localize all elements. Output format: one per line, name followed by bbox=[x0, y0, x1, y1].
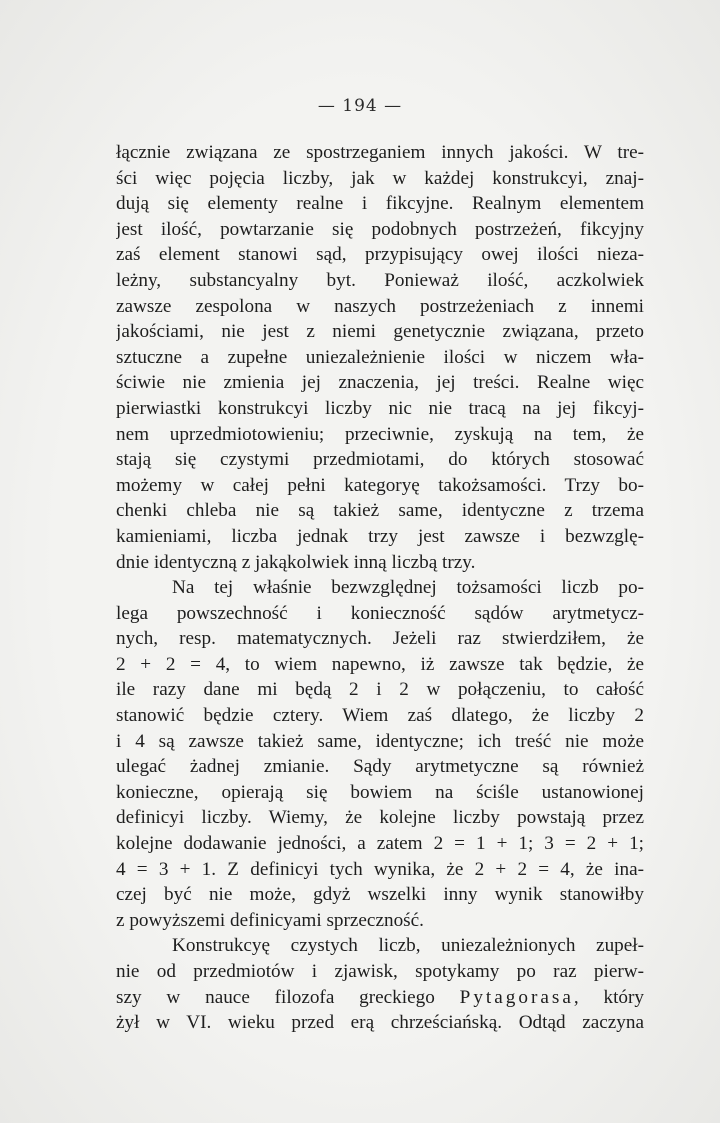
text-line: możemy w całej pełni kategoryę takożsamości. Trzy bo- bbox=[116, 474, 644, 496]
text-line: łącznie związana ze spostrzeganiem innych jakości. W tre- bbox=[116, 142, 644, 163]
text-line: Konstrukcyę czystych liczb, uniezależnionych zupeł- bbox=[172, 935, 644, 957]
text-fragment: , który bbox=[573, 986, 644, 1008]
text-line: jest ilość, powtarzanie się podobnych postrzeżeń, fikcyjny bbox=[116, 218, 644, 240]
text-line: z powyższemi definicyami sprzeczność. bbox=[116, 909, 424, 931]
text-line: ściwie nie zmienia jej znaczenia, jej treści. Realne więc bbox=[116, 372, 644, 394]
text-line: nie od przedmiotów i zjawisk, spotykamy po raz pierw- bbox=[116, 961, 644, 982]
text-line: kolejne dodawanie jedności, a zatem 2 = 1 + 1; 3 = 2 + 1; bbox=[116, 833, 644, 855]
text-line: nych, resp. matematycznych. Jeżeli raz stwierdziłem, że bbox=[116, 628, 644, 650]
text-line: żył w VI. wieku przed erą chrześciańską. Odtąd zaczyna bbox=[116, 1012, 644, 1034]
text-line: czej być nie może, gdyż wszelki inny wynik stanowiłby bbox=[116, 884, 644, 906]
spaced-name: Pytagorasa bbox=[459, 986, 574, 1008]
text-line: lega powszechność i konieczność sądów arytmetycz- bbox=[116, 602, 644, 624]
text-line: zawsze zespolona w naszych postrzeżeniach z innemi bbox=[116, 295, 644, 317]
text-line: ulegać żadnej zmianie. Sądy arytmetyczne są również bbox=[116, 756, 644, 778]
text-line: sztuczne a zupełne uniezależnienie ilości w niczem wła- bbox=[116, 346, 644, 368]
text-line: ści więc pojęcia liczby, jak w każdej konstrukcyi, znaj- bbox=[116, 167, 644, 189]
text-line: pierwiastki konstrukcyi liczby nic nie tracą na jej fikcyj- bbox=[116, 397, 644, 419]
text-line: 4 = 3 + 1. Z definicyi tych wynika, że 2 + 2 = 4, że ina- bbox=[116, 858, 644, 880]
text-line: konieczne, opierają się bowiem na ściśle ustanowionej bbox=[116, 781, 644, 803]
text-line: jakościami, nie jest z niemi genetycznie związana, przeto bbox=[116, 321, 644, 343]
text-line: i 4 są zawsze takież same, identyczne; ich treść nie może bbox=[116, 730, 644, 752]
text-line: dują się elementy realne i fikcyjne. Realnym elementem bbox=[116, 193, 644, 215]
text-line: definicyi liczby. Wiemy, że kolejne liczby powstają przez bbox=[116, 807, 644, 829]
text-line: nem uprzedmiotowieniu; przeciwnie, zyskują na tem, że bbox=[116, 423, 644, 445]
body-text bbox=[116, 140, 644, 1036]
text-line: stanowić będzie cztery. Wiem zaś dlatego, że liczby 2 bbox=[116, 705, 644, 727]
text-line: leżny, substancyalny byt. Ponieważ ilość, aczkolwiek bbox=[116, 269, 644, 291]
text-line: zaś element stanowi sąd, przypisujący owej ilości nieza- bbox=[116, 244, 644, 266]
text-line: ile razy dane mi będą 2 i 2 w połączeniu, to całość bbox=[116, 679, 644, 701]
text-line: stają się czystymi przedmiotami, do których stosować bbox=[116, 449, 644, 471]
text-line: 2 + 2 = 4, to wiem napewno, iż zawsze tak będzie, że bbox=[116, 653, 644, 675]
page-number: — 194 — bbox=[317, 96, 403, 116]
text-line: kamieniami, liczba jednak trzy jest zawsze i bezwzglę- bbox=[116, 525, 644, 547]
text-line: Na tej właśnie bezwzględnej tożsamości liczb po- bbox=[172, 577, 644, 599]
text-line bbox=[116, 985, 644, 1011]
text-line: chenki chleba nie są takież same, identyczne z trzema bbox=[116, 500, 644, 522]
text-fragment: szy w nauce filozofa greckiego bbox=[116, 986, 460, 1008]
text-line: dnie identyczną z jakąkolwiek inną liczbą trzy. bbox=[116, 551, 476, 573]
